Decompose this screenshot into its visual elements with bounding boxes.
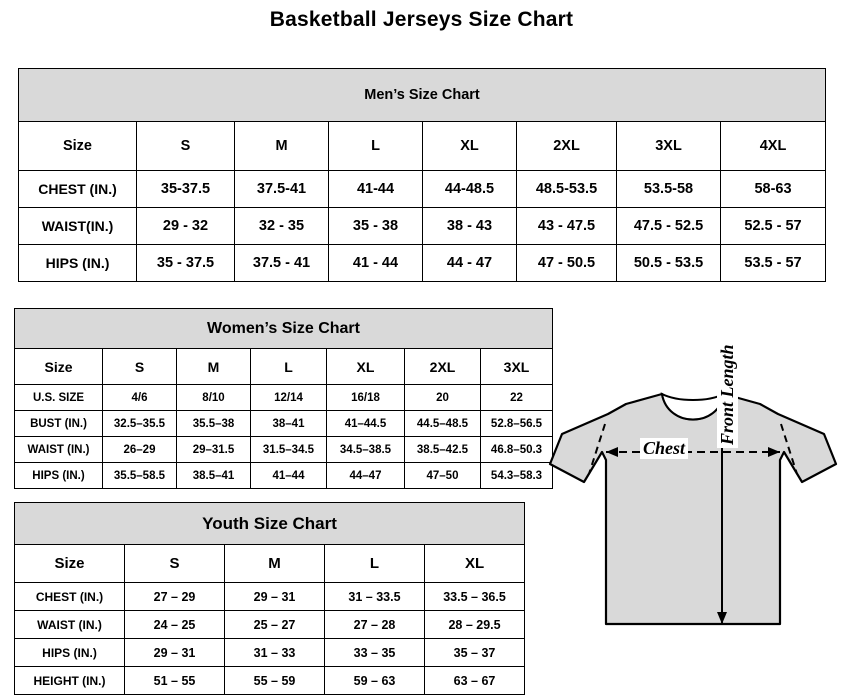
table-cell: 50.5 - 53.5 — [617, 245, 721, 282]
mens-size-chart-table — [18, 68, 826, 282]
row-label: HIPS (IN.) — [15, 463, 103, 489]
column-header: Size — [15, 545, 125, 583]
table-cell: 58-63 — [721, 171, 826, 208]
table-cell: 20 — [405, 385, 481, 411]
table-cell: 32 - 35 — [235, 208, 329, 245]
row-label: HIPS (IN.) — [19, 245, 137, 282]
row-label: WAIST(IN.) — [19, 208, 137, 245]
column-header: Size — [15, 349, 103, 385]
table-cell: 35 - 38 — [329, 208, 423, 245]
table-cell: 16/18 — [327, 385, 405, 411]
table-cell: 47 - 50.5 — [517, 245, 617, 282]
table-header-row — [15, 349, 553, 385]
column-header: XL — [327, 349, 405, 385]
table-cell: 28 – 29.5 — [425, 611, 525, 639]
column-header: M — [177, 349, 251, 385]
table-header-row — [15, 545, 525, 583]
table-cell: 53.5 - 57 — [721, 245, 826, 282]
row-label: WAIST (IN.) — [15, 437, 103, 463]
youth-size-chart-table — [14, 502, 525, 695]
table-cell: 31.5–34.5 — [251, 437, 327, 463]
table-row — [15, 667, 525, 695]
jersey-measurement-diagram — [548, 356, 838, 678]
row-label: CHEST (IN.) — [15, 583, 125, 611]
table-cell: 29–31.5 — [177, 437, 251, 463]
table-cell: 41–44 — [251, 463, 327, 489]
table-cell: 55 – 59 — [225, 667, 325, 695]
table-row — [15, 437, 553, 463]
table-cell: 31 – 33 — [225, 639, 325, 667]
table-cell: 41-44 — [329, 171, 423, 208]
table-cell: 33 – 35 — [325, 639, 425, 667]
table-cell: 47.5 - 52.5 — [617, 208, 721, 245]
table-cell: 24 – 25 — [125, 611, 225, 639]
table-cell: 38 - 43 — [423, 208, 517, 245]
column-header: M — [235, 122, 329, 171]
page-title: Basketball Jerseys Size Chart — [269, 8, 574, 31]
row-label: U.S. SIZE — [15, 385, 103, 411]
table-cell: 33.5 – 36.5 — [425, 583, 525, 611]
table-cell: 29 – 31 — [225, 583, 325, 611]
column-header: L — [251, 349, 327, 385]
table-caption-row — [15, 309, 553, 349]
table-cell: 38.5–42.5 — [405, 437, 481, 463]
table-cell: 34.5–38.5 — [327, 437, 405, 463]
front-length-label: Front Length — [717, 341, 738, 448]
table-cell: 38.5–41 — [177, 463, 251, 489]
table-header-row — [19, 122, 826, 171]
table-cell: 35 - 37.5 — [137, 245, 235, 282]
table-cell: 27 – 28 — [325, 611, 425, 639]
table-row — [19, 245, 826, 282]
table-cell: 27 – 29 — [125, 583, 225, 611]
table-cell: 35.5–58.5 — [103, 463, 177, 489]
table-cell: 29 – 31 — [125, 639, 225, 667]
table-row — [15, 411, 553, 437]
column-header: XL — [423, 122, 517, 171]
table-cell: 41–44.5 — [327, 411, 405, 437]
table-cell: 26–29 — [103, 437, 177, 463]
row-label: CHEST (IN.) — [19, 171, 137, 208]
table-cell: 44–47 — [327, 463, 405, 489]
table-cell: 59 – 63 — [325, 667, 425, 695]
mens-caption: Men’s Size Chart — [19, 69, 826, 122]
table-cell: 32.5–35.5 — [103, 411, 177, 437]
table-cell: 63 – 67 — [425, 667, 525, 695]
column-header: S — [137, 122, 235, 171]
chest-label: Chest — [640, 438, 688, 459]
table-cell: 54.3–58.3 — [481, 463, 553, 489]
womens-size-chart-table — [14, 308, 553, 489]
jersey-body-shape — [550, 394, 836, 624]
table-row — [19, 208, 826, 245]
table-cell: 22 — [481, 385, 553, 411]
table-row — [15, 611, 525, 639]
table-cell: 44.5–48.5 — [405, 411, 481, 437]
table-cell: 4/6 — [103, 385, 177, 411]
table-cell: 44 - 47 — [423, 245, 517, 282]
table-cell: 38–41 — [251, 411, 327, 437]
table-cell: 12/14 — [251, 385, 327, 411]
column-header: 2XL — [517, 122, 617, 171]
row-label: HEIGHT (IN.) — [15, 667, 125, 695]
column-header: S — [103, 349, 177, 385]
column-header: 4XL — [721, 122, 826, 171]
table-cell: 25 – 27 — [225, 611, 325, 639]
column-header: XL — [425, 545, 525, 583]
table-row — [15, 639, 525, 667]
table-cell: 51 – 55 — [125, 667, 225, 695]
column-header: L — [329, 122, 423, 171]
row-label: BUST (IN.) — [15, 411, 103, 437]
row-label: HIPS (IN.) — [15, 639, 125, 667]
table-cell: 43 - 47.5 — [517, 208, 617, 245]
table-cell: 52.5 - 57 — [721, 208, 826, 245]
table-cell: 48.5-53.5 — [517, 171, 617, 208]
column-header: S — [125, 545, 225, 583]
column-header: L — [325, 545, 425, 583]
table-cell: 37.5-41 — [235, 171, 329, 208]
table-cell: 53.5-58 — [617, 171, 721, 208]
table-cell: 35-37.5 — [137, 171, 235, 208]
column-header: 2XL — [405, 349, 481, 385]
table-cell: 37.5 - 41 — [235, 245, 329, 282]
column-header: Size — [19, 122, 137, 171]
womens-caption: Women’s Size Chart — [15, 309, 553, 349]
table-row — [19, 171, 826, 208]
table-cell: 44-48.5 — [423, 171, 517, 208]
table-cell: 29 - 32 — [137, 208, 235, 245]
table-cell: 8/10 — [177, 385, 251, 411]
table-cell: 31 – 33.5 — [325, 583, 425, 611]
table-cell: 52.8–56.5 — [481, 411, 553, 437]
table-row — [15, 385, 553, 411]
column-header: M — [225, 545, 325, 583]
table-cell: 46.8–50.3 — [481, 437, 553, 463]
table-cell: 35.5–38 — [177, 411, 251, 437]
table-cell: 35 – 37 — [425, 639, 525, 667]
column-header: 3XL — [481, 349, 553, 385]
table-caption-row — [15, 503, 525, 545]
table-row — [15, 463, 553, 489]
column-header: 3XL — [617, 122, 721, 171]
table-caption-row — [19, 69, 826, 122]
youth-caption: Youth Size Chart — [15, 503, 525, 545]
table-row — [15, 583, 525, 611]
table-cell: 41 - 44 — [329, 245, 423, 282]
table-cell: 47–50 — [405, 463, 481, 489]
row-label: WAIST (IN.) — [15, 611, 125, 639]
